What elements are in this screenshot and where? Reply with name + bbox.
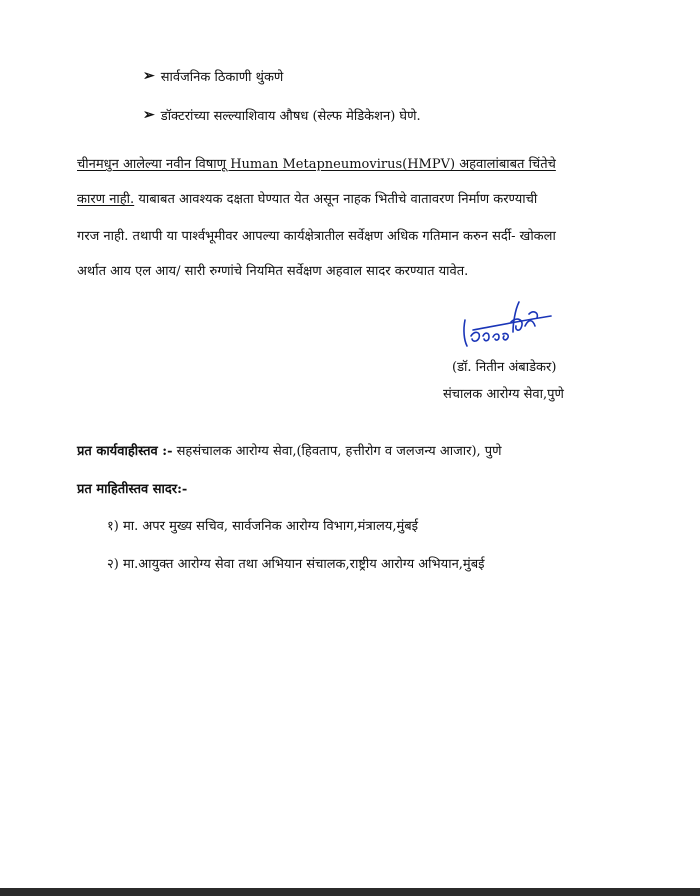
paragraph-line-1 — [77, 158, 556, 171]
page-bottom-border — [0, 888, 700, 896]
paragraph-text: याबाबत आवश्यक दक्षता घेण्यात येत असून नाहक भितीचे वातावरण निर्माण करण्याची — [134, 192, 538, 207]
arrow-bullet-icon: ➢ — [143, 68, 155, 84]
copy-for-action-label: प्रत कार्यवाहीस्तव :- — [77, 444, 173, 459]
bullet-item-1 — [143, 67, 283, 85]
copy-for-info-label: प्रत माहितीस्तव सादर:- — [77, 482, 188, 497]
copy-for-action-text: सहसंचालक आरोग्य सेवा,(हिवताप, हत्तीरोग व जलजन्य आजार), पुणे — [172, 444, 502, 459]
paragraph-line-2 — [77, 193, 537, 206]
handwritten-signature — [455, 296, 555, 354]
copy-recipient-1: १) मा. अपर मुख्य सचिव, सार्वजनिक आरोग्य विभाग,मंत्रालय,मुंबई — [107, 519, 419, 534]
paragraph-line-4: अर्थात आय एल आय/ सारी रुग्णांचे नियमित सर्वेक्षण अहवाल सादर करण्यात यावेत. — [77, 264, 469, 279]
copy-recipient-2: २) मा.आयुक्त आरोग्य सेवा तथा अभियान संचालक,राष्ट्रीय आरोग्य अभियान,मुंबई — [107, 557, 485, 572]
signatory-designation: संचालक आरोग्य सेवा,पुणे — [443, 387, 564, 402]
bullet-item-2 — [143, 106, 421, 124]
arrow-bullet-icon: ➢ — [143, 107, 155, 123]
underlined-text: कारण नाही. — [77, 192, 135, 207]
bullet-text: सार्वजनिक ठिकाणी थुंकणे — [160, 70, 284, 85]
signatory-name: (डॉ. नितीन अंबाडेकर) — [452, 360, 557, 375]
copy-for-action — [77, 445, 502, 458]
paragraph-line-3: गरज नाही. तथापी या पार्श्वभूमीवर आपल्या कार्यक्षेत्रातील सर्वेक्षण अधिक गतिमान करुन सर्दी- खोकला — [77, 229, 556, 244]
bullet-text: डॉक्टरांच्या सल्ल्याशिवाय औषध (सेल्फ मेडिकेशन) घेणे. — [160, 109, 421, 124]
underlined-text: चीनमधुन आलेल्या नवीन विषाणू Human Metapneumovirus(HMPV) अहवालांबाबत चिंतेचे — [77, 157, 556, 172]
